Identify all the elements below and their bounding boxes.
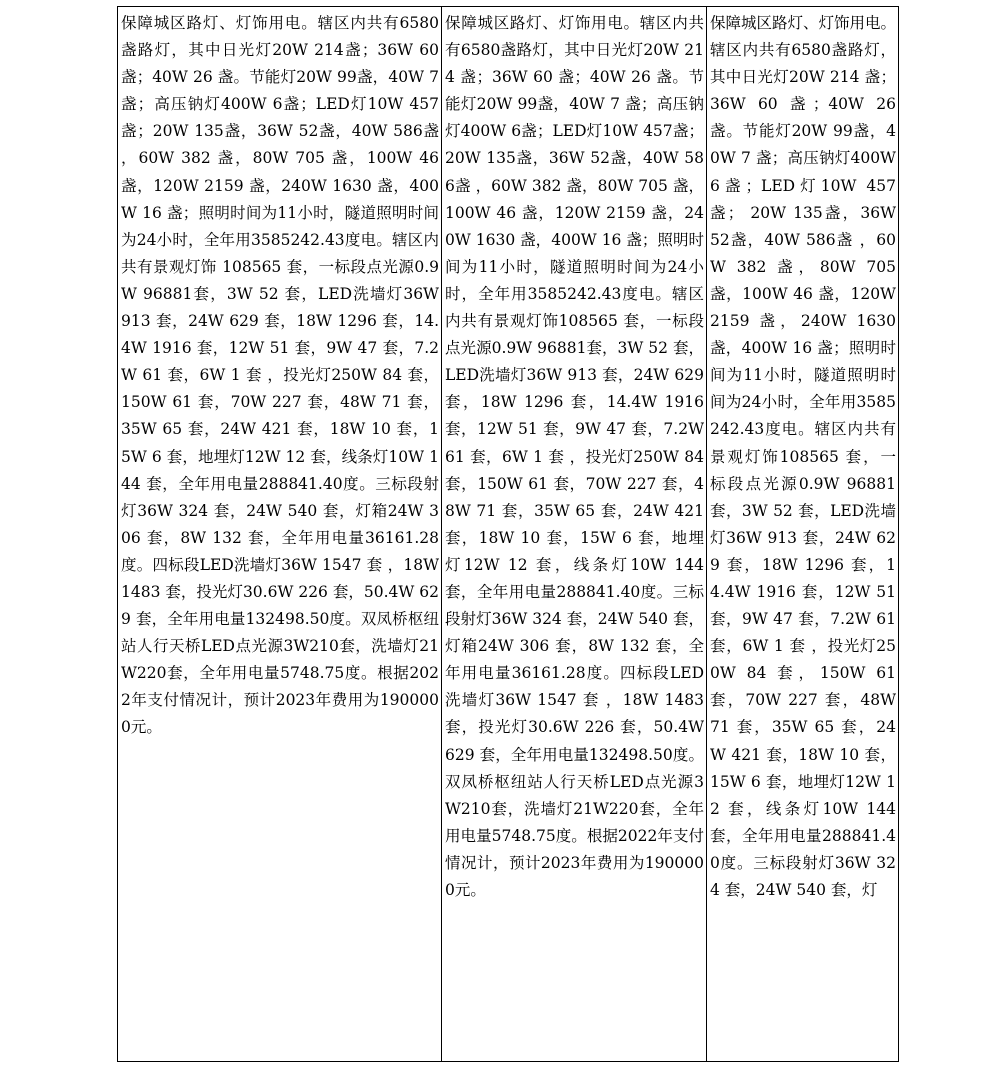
document-table xyxy=(117,6,899,1062)
table-cell-column-2: 保障城区路灯、灯饰用电。辖区内共有6580盏路灯，其中日光灯20W 214 盏；36W 60 盏；40W 26 盏。节能灯20W 99盏，40W 7 盏；高压钠灯400W 6盏；LED灯10W 457盏； 20W 135盏，36W 52盏，40W 586盏 ，60W 382 盏，80W 705 盏，100W 46 盏，120W 2159 盏，240W 1630 盏，400W 16 盏；照明时间为11小时，隧道照明时间为24小时，全年用3585242.43度电。辖区内共有景观灯饰108565 套，一标段点光源0.9W 96881套，3W 52 套，LED洗墙灯36W 913 套，24W 629 套，18W 1296 套，14.4W 1916 套，12W 51 套，9W 47 套，7.2W 61 套，6W 1 套 ，投光灯250W 84 套，150W 61 套，70W 227 套，48W 71 套，35W 65 套，24W 421 套，18W 10 套，15W 6 套，地埋灯12W 12 套，线条灯10W 144 套，全年用电量288841.40度。三标段射灯36W 324 套，24W 540 套，灯箱24W 306 套，8W 132 套，全年用电量36161.28度。四标段LED洗墙灯36W 1547 套 ，18W 1483 套，投光灯30.6W 226 套，50.4W 629 套，全年用电量132498.50度。双凤桥枢纽站人行天桥LED点光源3W210套，洗墙灯21W220套，全年用电量5748.75度。根据2022年支付情况计，预计2023年费用为1900000元。 xyxy=(442,7,707,1062)
table-row xyxy=(118,7,899,1062)
table-cell-column-3: 保障城区路灯、灯饰用电。辖区内共有6580盏路灯，其中日光灯20W 214 盏；36W 60 盏；40W 26 盏。节能灯20W 99盏，40W 7 盏；高压钠灯400W 6盏；LED灯10W 457盏； 20W 135盏，36W 52盏，40W 586盏 ，60W 382 盏，80W 705 盏，100W 46 盏，120W 2159 盏，240W 1630 盏，400W 16 盏；照明时间为11小时，隧道照明时间为24小时，全年用3585242.43度电。辖区内共有景观灯饰108565 套，一标段点光源0.9W 96881套，3W 52 套，LED洗墙灯36W 913 套，24W 629 套，18W 1296 套，14.4W 1916 套，12W 51 套，9W 47 套，7.2W 61 套，6W 1 套 ，投光灯250W 84 套，150W 61 套，70W 227 套，48W 71 套，35W 65 套，24W 421 套，18W 10 套，15W 6 套，地埋灯12W 12 套，线条灯10W 144 套，全年用电量288841.40度。三标段射灯36W 324 套，24W 540 套，灯 xyxy=(707,7,899,1062)
table-cell-column-1: 保障城区路灯、灯饰用电。辖区内共有6580盏路灯，其中日光灯20W 214盏；36W 60 盏；40W 26 盏。节能灯20W 99盏，40W 7 盏；高压钠灯400W 6盏；LED灯10W 457盏；20W 135盏，36W 52盏，40W 586盏 ，60W 382 盏，80W 705 盏，100W 46 盏，120W 2159 盏，240W 1630 盏，400W 16 盏；照明时间为11小时，隧道照明时间为24小时，全年用3585242.43度电。辖区内共有景观灯饰 108565 套，一标段点光源0.9W 96881套，3W 52 套，LED洗墙灯36W 913 套，24W 629 套，18W 1296 套，14.4W 1916 套，12W 51 套，9W 47 套，7.2W 61 套，6W 1 套 ，投光灯250W 84 套，150W 61 套，70W 227 套，48W 71 套，35W 65 套，24W 421 套，18W 10 套，15W 6 套，地埋灯12W 12 套，线条灯10W 144 套，全年用电量288841.40度。三标段射灯36W 324 套，24W 540 套，灯箱24W 306 套，8W 132 套，全年用电量36161.28度。四标段LED洗墙灯36W 1547 套 ，18W 1483 套，投光灯30.6W 226 套，50.4W 629 套，全年用电量132498.50度。双凤桥枢纽站人行天桥LED点光源3W210套，洗墙灯21W220套，全年用电量5748.75度。根据2022年支付情况计，预计2023年费用为1900000元。 xyxy=(118,7,442,1062)
